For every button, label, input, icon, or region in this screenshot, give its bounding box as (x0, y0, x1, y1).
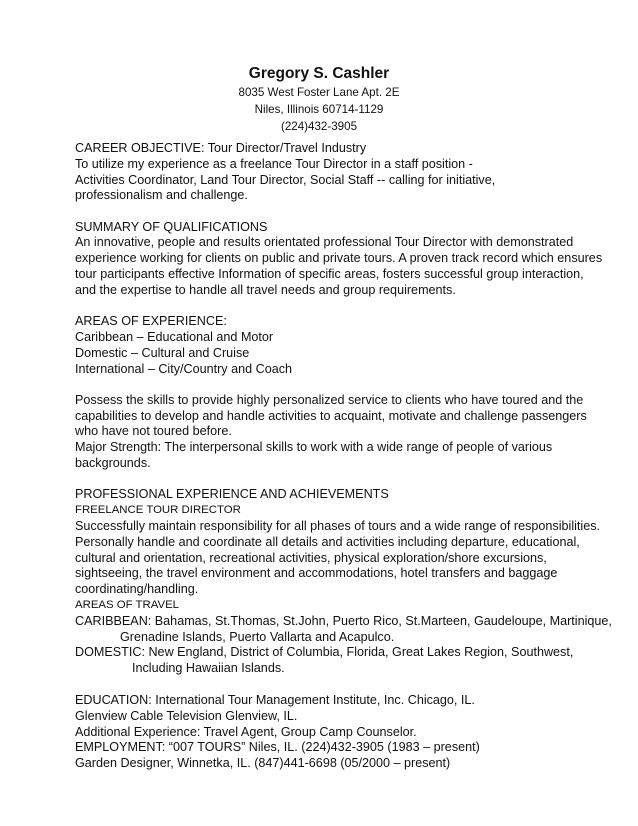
education-line: EDUCATION: International Tour Management Institute, Inc. Chicago, IL. (75, 692, 475, 707)
summary-text-line: tour participants effective Information of specific areas, fosters successful group interaction, (75, 267, 584, 282)
experience-text-line: sightseeing, the travel environment and accommodations, hotel transfers and baggage (75, 566, 558, 581)
skills-section (75, 392, 587, 472)
summary-section (75, 219, 603, 299)
employment-line: Garden Designer, Winnetka, IL. (847)441-6698 (05/2000 – present) (75, 756, 451, 771)
objective-text-line: Activities Coordinator, Land Tour Director, Social Staff -- calling for initiative, (75, 172, 496, 187)
resume-body (75, 141, 612, 772)
areas-heading: AREAS OF EXPERIENCE: (75, 314, 227, 329)
employment-line: EMPLOYMENT: “007 TOURS” Niles, IL. (224)432-3905 (1983 – present) (75, 740, 480, 755)
section-spacer (75, 677, 575, 693)
candidate-name: Gregory S. Cashler (248, 65, 390, 82)
professional-experience-section (75, 487, 612, 677)
experience-text-line: coordinating/handling. (75, 582, 199, 597)
summary-text-line: experience working for clients on public and private tours. A proven track record which ensures (75, 251, 603, 266)
domestic-travel-line: Including Hawaiian Islands. (132, 661, 285, 676)
section-spacer (75, 299, 575, 315)
experience-text-line: Successfully maintain responsibility for all phases of tours and a wide range of responsibilities. (75, 518, 601, 533)
section-spacer (75, 377, 575, 393)
education-line: Glenview Cable Television Glenview, IL. (75, 708, 298, 723)
skills-text-line: Major Strength: The interpersonal skills to work with a wide range of people of various (75, 440, 553, 455)
address-line-2: Niles, Illinois 60714-1129 (254, 103, 384, 116)
areas-of-travel-heading: AREAS OF TRAVEL (75, 598, 180, 611)
area-item: International – City/Country and Coach (75, 361, 293, 376)
summary-text-line: and the expertise to handle all travel needs and group requirements. (75, 282, 456, 297)
resume-header (0, 64, 638, 135)
skills-text-line: who have not toured before. (75, 424, 232, 439)
caribbean-travel-line: Grenadine Islands, Puerto Vallarta and Acapulco. (120, 629, 395, 644)
objective-heading: CAREER OBJECTIVE: Tour Director/Travel Industry (75, 141, 367, 155)
area-item: Caribbean – Educational and Motor (75, 329, 274, 344)
summary-heading: SUMMARY OF QUALIFICATIONS (75, 219, 268, 234)
skills-text-line: capabilities to develop and handle activities to acquaint, motivate and challenge passengers (75, 408, 587, 423)
domestic-travel-line: DOMESTIC: New England, District of Columbia, Florida, Great Lakes Region, Southwest, (75, 645, 574, 660)
section-spacer (75, 204, 575, 220)
experience-text-line: Personally handle and coordinate all details and activities including departure, educational, (75, 534, 580, 549)
section-spacer (75, 472, 575, 488)
skills-text-line: backgrounds. (75, 456, 151, 471)
skills-text-line: Possess the skills to provide highly personalized service to clients who have toured and the (75, 392, 584, 407)
area-item: Domestic – Cultural and Cruise (75, 345, 250, 360)
objective-text-line: To utilize my experience as a freelance Tour Director in a staff position - (75, 156, 473, 171)
career-objective-section (75, 141, 575, 204)
phone-number: (224)432-3905 (280, 120, 358, 133)
caribbean-travel-line: CARIBBEAN: Bahamas, St.Thomas, St.John, Puerto Rico, St.Marteen, Gaudeloupe, Martinique, (75, 613, 612, 628)
objective-text-line: professionalism and challenge. (75, 188, 248, 203)
summary-text-line: An innovative, people and results orientated professional Tour Director with demonstrated (75, 235, 574, 250)
address-line-1: 8035 West Foster Lane Apt. 2E (238, 86, 400, 99)
education-employment-section (75, 693, 575, 772)
areas-of-experience-section (75, 314, 575, 377)
additional-experience-line: Additional Experience: Travel Agent, Group Camp Counselor. (75, 724, 417, 739)
experience-heading: PROFESSIONAL EXPERIENCE AND ACHIEVEMENTS (75, 487, 389, 502)
experience-text-line: cultural and orientation, recreational activities, physical exploration/shore excursions, (75, 550, 547, 565)
experience-subheading: FREELANCE TOUR DIRECTOR (75, 504, 241, 517)
